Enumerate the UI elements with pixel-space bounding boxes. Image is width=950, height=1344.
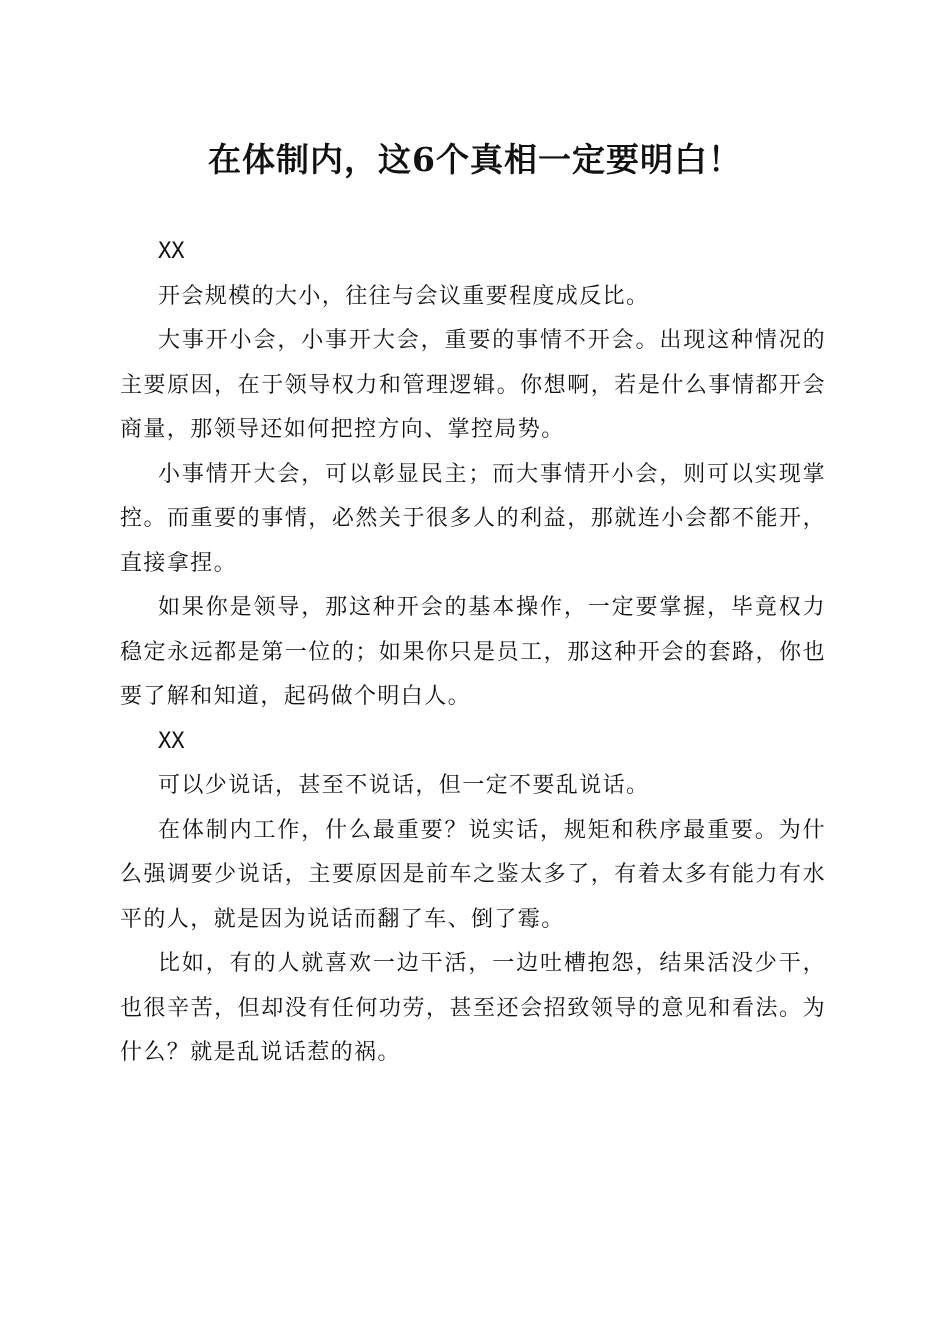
section-heading: XX: [158, 239, 185, 264]
paragraph: 小事情开大会，可以彰显民主；而大事情开小会，则可以实现掌控。而重要的事情，必然关于很多人的利益，那就连小会都不能开，直接拿捏。: [120, 461, 826, 576]
document-body: [120, 230, 826, 1076]
document-title: 在体制内，这6个真相一定要明白！: [208, 140, 742, 179]
paragraph: 如果你是领导，那这种开会的基本操作，一定要掌握，毕竟权力稳定永远都是第一位的；如果你只是员工，那这种开会的套路，你也要了解和知道，起码做个明白人。: [120, 595, 826, 709]
paragraph: 可以少说话，甚至不说话，但一定不要乱说话。: [158, 773, 650, 798]
paragraph: 在体制内工作，什么最重要？说实话，规矩和秩序最重要。为什么强调要少说话，主要原因是前车之鉴太多了，有着太多有能力有水平的人，就是因为说话而翻了车、倒了霉。: [120, 817, 826, 932]
section-heading: XX: [158, 728, 185, 754]
paragraph: 开会规模的大小，往往与会议重要程度成反比。: [158, 283, 650, 309]
paragraph: 大事开小会，小事开大会，重要的事情不开会。出现这种情况的主要原因，在于领导权力和管理逻辑。你想啊，若是什么事情都开会商量，那领导还如何把控方向、掌控局势。: [120, 328, 826, 442]
paragraph: 比如，有的人就喜欢一边干活，一边吐槽抱怨，结果活没少干，也很辛苦，但却没有任何功劳，甚至还会招致领导的意见和看法。为什么？就是乱说话惹的祸。: [120, 951, 826, 1065]
